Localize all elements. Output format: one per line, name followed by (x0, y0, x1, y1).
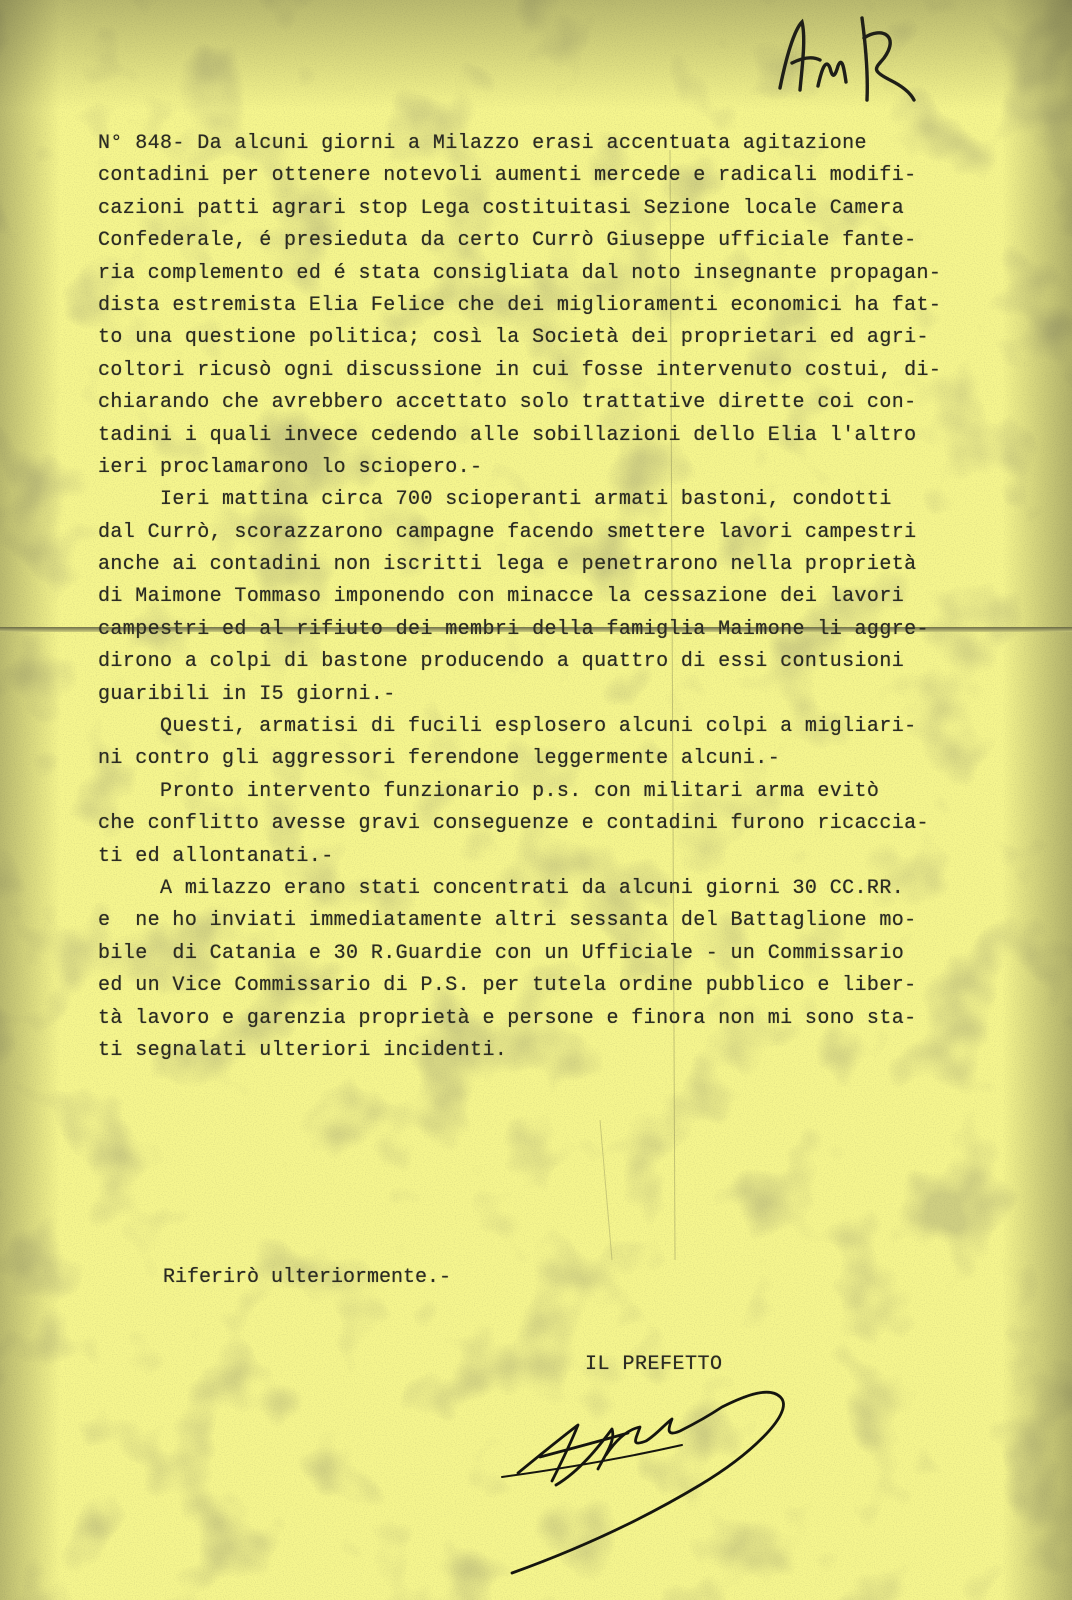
body-line: dal Currò, scorazzarono campagne facendo smettere lavori campestri (98, 520, 917, 544)
body-line: che conflitto avesse gravi conseguenze e contadini furono ricacciа- (98, 812, 929, 836)
body-line: bile di Catania e 30 R.Guardie con un Ufficiale - un Commissario (98, 941, 905, 965)
body-line: anche ai contadini non iscritti lega e penetrarono nella proprietà (98, 553, 917, 577)
body-line: Confederale, é presieduta da certo Currò Giuseppe ufficiale fante- (98, 229, 917, 253)
handwritten-initials (772, 8, 922, 103)
body-line: dista estremista Elia Felice che dei miglioramenti economici ha fat- (98, 293, 942, 317)
body-line: coltori ricusò ogni discussione in cui fosse intervenuto costui, di- (98, 358, 942, 382)
body-line: Pronto intervento funzionario p.s. con militari arma evitò (98, 779, 880, 803)
body-line: ni contro gli aggressori ferendone leggermente alcuni.- (98, 747, 781, 771)
body-line: chiarando che avrebbero accettato solo trattative dirette coi con- (98, 391, 917, 415)
prefect-signature (500, 1385, 820, 1575)
body-line: ed un Vice Commissario di P.S. per tutela ordine pubblico e liber- (98, 974, 917, 998)
body-line: guaribili in I5 giorni.- (98, 682, 396, 706)
body-line: to una questione politica; così la Società dei proprietari ed agri- (98, 326, 929, 350)
body-line: Questi, armatisi di fucili esplosero alcuni colpi a migliari- (98, 715, 917, 739)
body-line: dirono a colpi di bastone producendo a quattro di essi contusioni (98, 650, 905, 674)
body-line: Ieri mattina circa 700 scioperanti armati bastoni, condotti (98, 488, 892, 512)
body-line: tà lavoro e garenzia proprietà e persone e finora non mi sono sta- (98, 1006, 917, 1030)
body-line: ieri proclamarono lo sciopero.- (98, 455, 483, 479)
body-line: campestri ed al rifiuto dei membri della famiglia Maimone li aggre- (98, 617, 929, 641)
document-body (98, 128, 1043, 1067)
body-line: A milazzo erano stati concentrati da alcuni giorni 30 CC.RR. (98, 876, 905, 900)
body-line: ti ed allontanati.- (98, 844, 334, 868)
body-line: e ne ho inviati immediatamente altri sessanta del Battaglione mo- (98, 909, 917, 933)
body-line: ti segnalati ulteriori incidenti. (98, 1038, 508, 1062)
body-line: contadini per ottenere notevoli aumenti mercede e radicali modifi- (98, 164, 917, 188)
body-line: di Maimone Tommaso imponendo con minacce la cessazione dei lavori (98, 585, 905, 609)
signature-title: IL PREFETTO (585, 1353, 723, 1376)
closing-line: Riferirò ulteriormente.- (163, 1266, 452, 1289)
body-line: ria complemento ed é stata consigliata dal noto insegnante propagan- (98, 261, 942, 285)
body-line: N° 848- Da alcuni giorni a Milazzo erasi accentuata agitazione (98, 132, 867, 155)
body-line: tadini i quali invece cedendo alle sobillazioni dello Elia l'altro (98, 423, 917, 447)
body-line: cazioni patti agrari stop Lega costituitasi Sezione locale Camera (98, 196, 905, 220)
